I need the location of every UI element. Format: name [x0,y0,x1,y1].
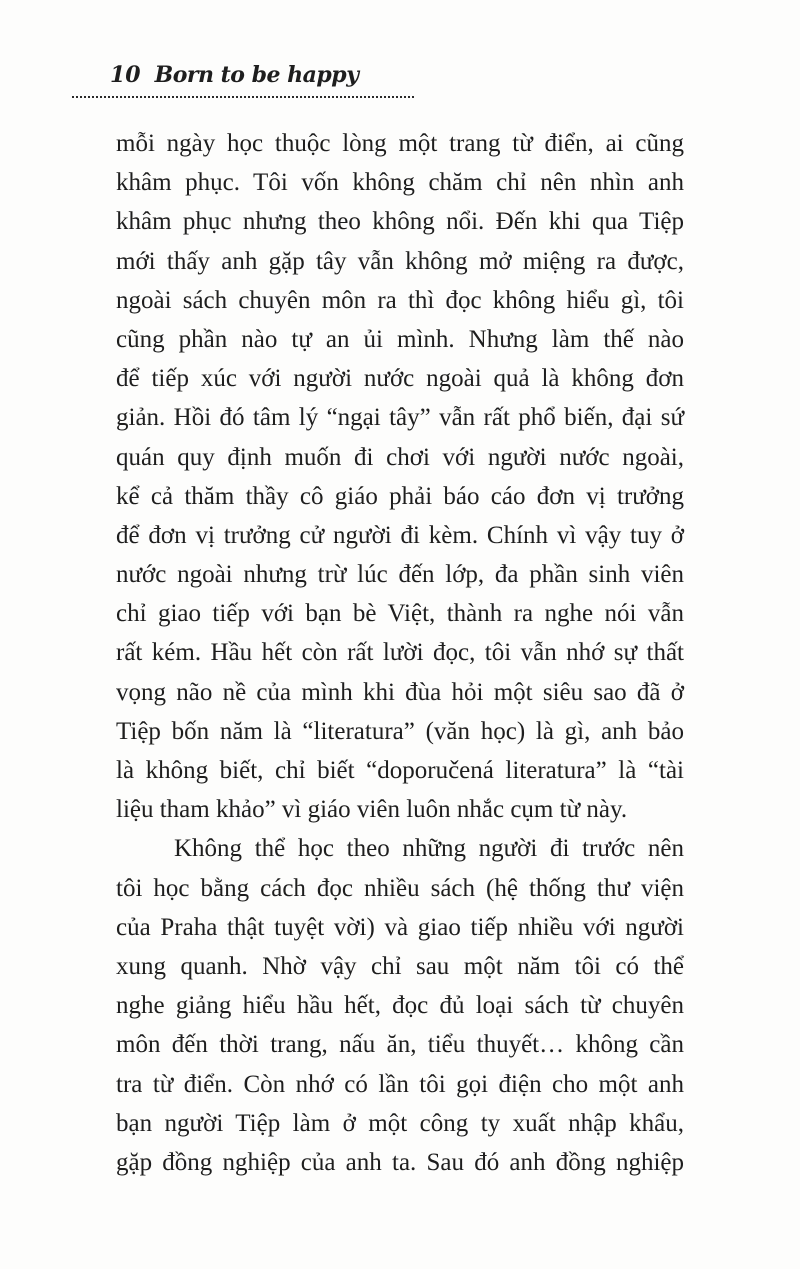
text-line: môn đến thời trang, nấu ăn, tiểu thuyết… không cần [116,1031,684,1059]
text-line: gặp đồng nghiệp của anh ta. Sau đó anh đồng nghiệp [116,1148,684,1176]
text-line: mỗi ngày học thuộc lòng một trang từ điển, ai cũng [116,130,684,157]
text-line: để tiếp xúc với người nước ngoài quả là không đơn [116,365,684,393]
text-line: nước ngoài nhưng trừ lúc đến lớp, đa phần sinh viên [116,561,684,589]
text-line: là không biết, chỉ biết “doporučená literatura” là “tài [116,757,684,784]
book-title: Born to be happy [154,62,359,88]
running-header [72,62,358,96]
text-line: liệu tham khảo” vì giáo viên luôn nhắc cụm từ này. [116,796,628,824]
text-line: ngoài sách chuyên môn ra thì đọc không hiểu gì, tôi [116,286,684,314]
text-line: khâm phục nhưng theo không nổi. Đến khi qua Tiệp [116,208,684,236]
header-dotted-rule [72,96,414,98]
text-line: giản. Hồi đó tâm lý “ngại tây” vẫn rất phổ biến, đại sứ [116,404,684,432]
text-line: xung quanh. Nhờ vậy chỉ sau một năm tôi có thể [116,952,684,980]
body-text [116,124,684,1182]
text-line: khâm phục. Tôi vốn không chăm chỉ nên nhìn anh [116,169,684,197]
text-line: Không thể học theo những người đi trước nên [174,835,684,863]
text-line: để đơn vị trưởng cử người đi kèm. Chính vì vậy tuy ở [116,521,684,549]
text-line: vọng não nề của mình khi đùa hỏi một siêu sao đã ở [116,678,684,706]
paragraph-2 [116,829,684,1182]
text-line: chỉ giao tiếp với bạn bè Việt, thành ra nghe nói vẫn [116,600,684,628]
text-line: nghe giảng hiểu hầu hết, đọc đủ loại sách từ chuyên [116,992,684,1020]
page-number: 10 [110,62,141,88]
text-line: bạn người Tiệp làm ở một công ty xuất nhập khẩu, [116,1109,684,1137]
text-line: quán quy định muốn đi chơi với người nước ngoài, [116,443,684,471]
text-line: rất kém. Hầu hết còn rất lười đọc, tôi vẫn nhớ sự thất [116,639,684,667]
text-line: tôi học bằng cách đọc nhiều sách (hệ thống thư viện [116,874,684,902]
paragraph-1 [116,124,684,829]
text-line: tra từ điển. Còn nhớ có lần tôi gọi điện cho một anh [116,1070,684,1098]
text-line: Tiệp bốn năm là “literatura” (văn học) là gì, anh bảo [116,717,684,745]
text-line: kể cả thăm thầy cô giáo phải báo cáo đơn vị trưởng [116,482,684,510]
text-line: cũng phần nào tự an ủi mình. Nhưng làm thế nào [116,325,684,353]
text-line: của Praha thật tuyệt vời) và giao tiếp nhiều với người [116,913,684,941]
text-line: mới thấy anh gặp tây vẫn không mở miệng ra được, [116,247,684,275]
